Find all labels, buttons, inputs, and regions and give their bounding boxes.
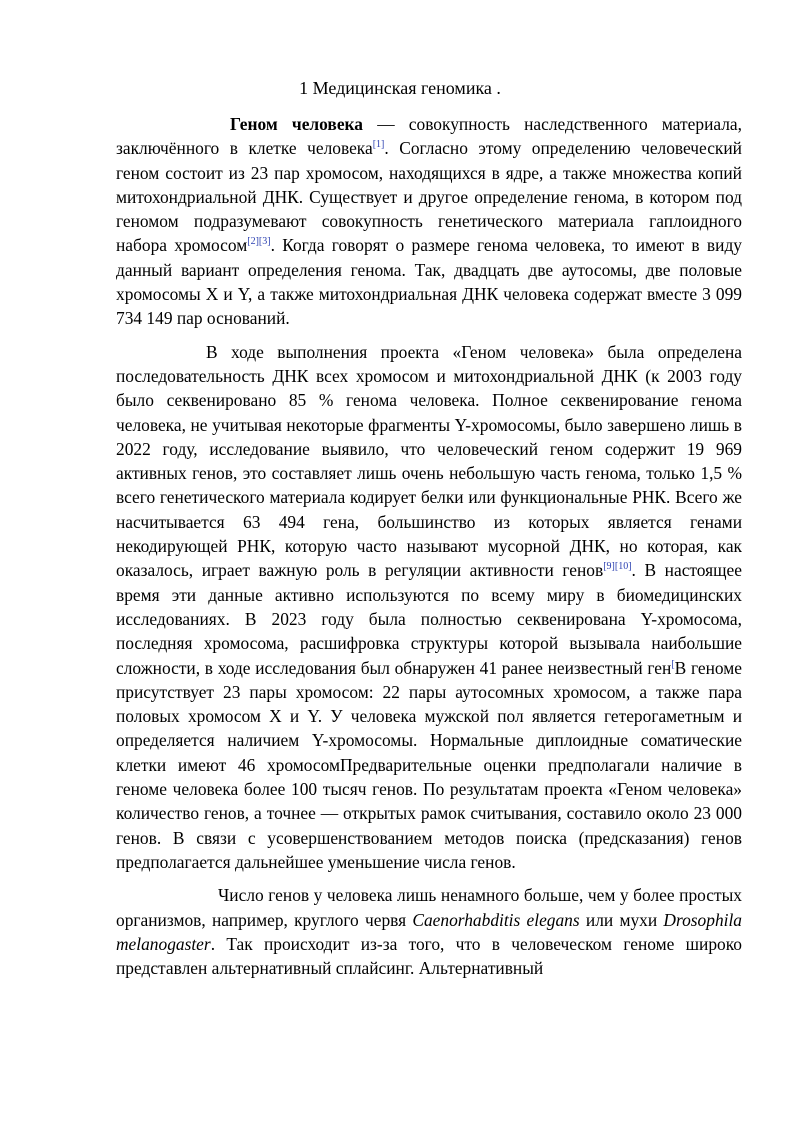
citation-link-1[interactable]: [1] (372, 139, 385, 151)
term-human-genome: Геном человека (230, 114, 363, 134)
paragraph-2 (116, 340, 742, 875)
section-title: 1 Медицинская геномика . (299, 78, 501, 98)
paragraph-2-text-c: В геноме присутствует 23 пары хромосом: 22 пары аутосомных хромосом, а также пара половых хромосом X и Y. У человека мужской пол является гетерогаметным и определяется наличием Y-хромосомы. Нормальные диплоидные соматические клетки имеют 46 хромосомПредварительные оценки предполагали наличие в геноме человека более 100 тысяч генов. По результатам проекта «Геном человека» количество генов, а точнее — открытых рамок считывания, составило около 23 000 генов. В связи с усовершенствованием методов поиска (предсказания) генов предполагается дальнейшее уменьшение числа генов. (116, 657, 742, 872)
citation-link-9-10[interactable]: [9][10] (603, 561, 632, 573)
citation-link-2-3[interactable]: [2][3] (247, 236, 271, 248)
paragraph-3-text-a: Число генов у человека лишь ненамного больше, чем у более простых организмов, например, круглого червя (116, 885, 742, 930)
paragraph-3-text-b: или мухи (579, 909, 664, 930)
paragraph-1-text-c: . Когда говорят о размере генома человека, то имеют в виду данный вариант определения генома. Так, двадцать две аутосомы, две половые хромосомы X и Y, а также митохондриальная ДНК человека содержат вместе 3 099 734 149 пар оснований. (116, 235, 742, 329)
species-c-elegans: Caenorhabditis elegans (412, 909, 580, 930)
paragraph-2-text-a: В ходе выполнения проекта «Геном человека» была определена последовательность ДНК всех хромосом и митохондриальной ДНК (к 2003 году было секвенировано 85 % генома человека. Полное секвенирование генома человека, не учитывая некоторые фрагменты Y-хромосомы, было завершено лишь в 2022 году, исследование выявило, что человеческий геном содержит 19 969 активных генов, это составляет лишь очень небольшую часть генома, только 1,5 % всего генетического материала кодирует белки или функциональные РНК. Всего же насчитывается 63 494 гена, большинство из которых является генами некодирующей РНК, которую часто называют мусорной ДНК, но которая, как оказалось, играет важную роль в регуляции активности генов (116, 341, 742, 581)
document-body (116, 112, 742, 989)
paragraph-3 (116, 883, 742, 980)
paragraph-2-text-b: . В настоящее время эти данные активно используются по всему миру в биомедицинских исследованиях. В 2023 году была полностью секвенирована Y-хромосома, последняя хромосома, расшифровка структуры которой вызывала наибольшие сложности, в ходе исследования был обнаружен 41 ранее неизвестный ген (116, 560, 742, 678)
paragraph-1-text-b: . Согласно этому определению человеческий геном состоит из 23 пар хромосом, находящихся в ядре, а также множества копий митохондриальной ДНК. Существует и другое определение генома, в котором под геномом подразумевают совокупность генетического материала гаплоидного набора хромосом (116, 138, 742, 256)
paragraph-1-text-a: — совокупность наследственного материала, заключённого в клетке человека (116, 114, 742, 159)
species-drosophila: Drosophila melanogaster (116, 909, 742, 954)
paragraph-1 (116, 112, 742, 331)
citation-link-broken[interactable]: [ (671, 658, 675, 670)
paragraph-3-text-c: . Так происходит из-за того, что в человеческом геноме широко представлен альтернативный сплайсинг. Альтернативный (116, 933, 742, 979)
